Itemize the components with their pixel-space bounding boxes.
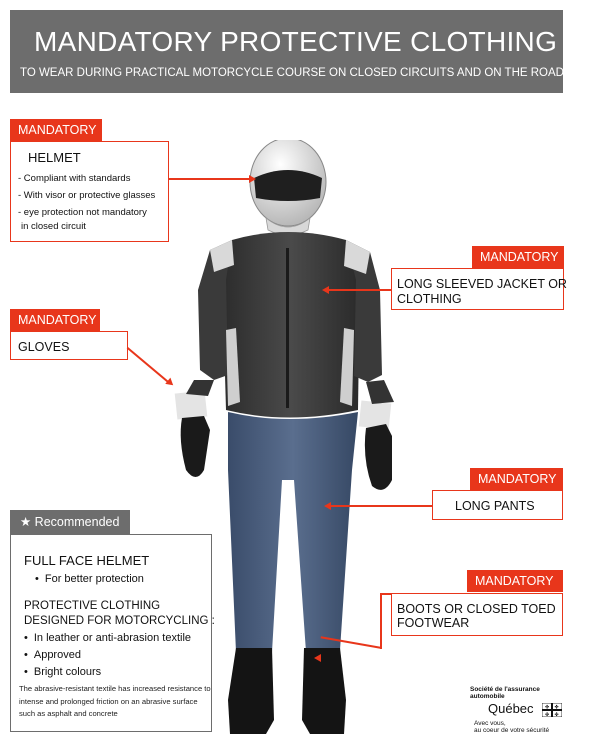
helmet-tag-label: MANDATORY xyxy=(18,123,97,137)
jacket-icon xyxy=(175,232,394,429)
recommended-helmet-item: • For better protection xyxy=(35,573,144,585)
logo-org-name: Société de l'assurance automobile xyxy=(470,686,540,700)
helmet-box xyxy=(10,141,169,242)
boots-box xyxy=(391,593,563,636)
jacket-arrow-icon xyxy=(322,286,329,294)
logo-province: Québec xyxy=(488,701,534,716)
saaq-logo xyxy=(468,686,568,736)
recommended-note: The abrasive-resistant textile has increased resistance to intense and prolonged friction on an abrasive surface such as asphalt and concrete xyxy=(19,684,211,718)
page-title: MANDATORY PROTECTIVE CLOTHING xyxy=(34,26,558,57)
boots-tag-label: MANDATORY xyxy=(475,574,554,588)
recommended-tag: ★ Recommended xyxy=(10,510,130,534)
recommended-clothing-item: • Bright colours xyxy=(24,666,101,678)
jacket-title-line1: LONG SLEEVED JACKET OR xyxy=(397,277,567,291)
svg-text:✤: ✤ xyxy=(554,712,559,717)
pants-icon xyxy=(228,412,358,652)
jacket-box xyxy=(391,268,567,310)
quebec-flag-icon xyxy=(542,703,562,717)
boots-icon xyxy=(228,648,346,734)
logo-tagline-2: au coeur de votre sécurité xyxy=(474,727,550,734)
jacket-connector xyxy=(328,289,391,291)
helmet-mandatory-tag xyxy=(10,119,102,141)
boots-title-line1: BOOTS OR CLOSED TOED xyxy=(397,602,556,616)
svg-text:✤: ✤ xyxy=(545,704,550,711)
recommended-clothing-title-2: DESIGNED FOR MOTORCYCLING : xyxy=(24,615,215,627)
helmet-item: - With visor or protective glasses xyxy=(18,190,156,201)
pants-mandatory-tag xyxy=(470,468,563,490)
pants-arrow-icon xyxy=(324,502,331,510)
recommended-clothing-item: • Approved xyxy=(24,649,81,661)
pants-tag-label: MANDATORY xyxy=(478,472,557,486)
svg-text:✤: ✤ xyxy=(545,712,550,717)
recommended-helmet-title: FULL FACE HELMET xyxy=(24,553,150,568)
helmet-item: in closed circuit xyxy=(21,221,86,232)
svg-text:✤: ✤ xyxy=(554,704,559,711)
boots-title-line2: FOOTWEAR xyxy=(397,616,470,630)
logo-tagline-1: Avec vous, xyxy=(474,720,506,727)
pants-box xyxy=(432,490,563,520)
boots-mandatory-tag xyxy=(467,570,563,592)
gloves-mandatory-tag xyxy=(10,309,100,331)
helmet-title: HELMET xyxy=(28,150,81,165)
recommended-box xyxy=(10,534,215,732)
jacket-title-line2: CLOTHING xyxy=(397,292,462,306)
gloves-tag-label: MANDATORY xyxy=(18,313,97,327)
boots-arrow-icon xyxy=(314,654,321,662)
page-subtitle: TO WEAR DURING PRACTICAL MOTORCYCLE COURSE ON CLOSED CIRCUITS AND ON THE ROAD xyxy=(20,67,564,79)
pants-title: LONG PANTS xyxy=(455,499,535,513)
helmet-item: - eye protection not mandatory xyxy=(18,207,147,218)
header-banner xyxy=(10,10,563,93)
boots-connector-vertical xyxy=(380,593,382,649)
gloves-connector xyxy=(127,347,171,385)
recommended-clothing-title-1: PROTECTIVE CLOTHING xyxy=(24,600,161,612)
recommended-clothing-item: • In leather or anti-abrasion textile xyxy=(24,632,191,644)
helmet-icon xyxy=(250,140,326,235)
pants-connector xyxy=(330,505,432,507)
jacket-tag-label: MANDATORY xyxy=(480,250,559,264)
gloves-title: GLOVES xyxy=(18,340,70,354)
helmet-arrow-icon xyxy=(249,175,256,183)
gloves-box xyxy=(10,331,128,360)
helmet-connector xyxy=(169,178,251,180)
jacket-mandatory-tag xyxy=(472,246,564,268)
helmet-item: - Compliant with standards xyxy=(18,173,131,184)
